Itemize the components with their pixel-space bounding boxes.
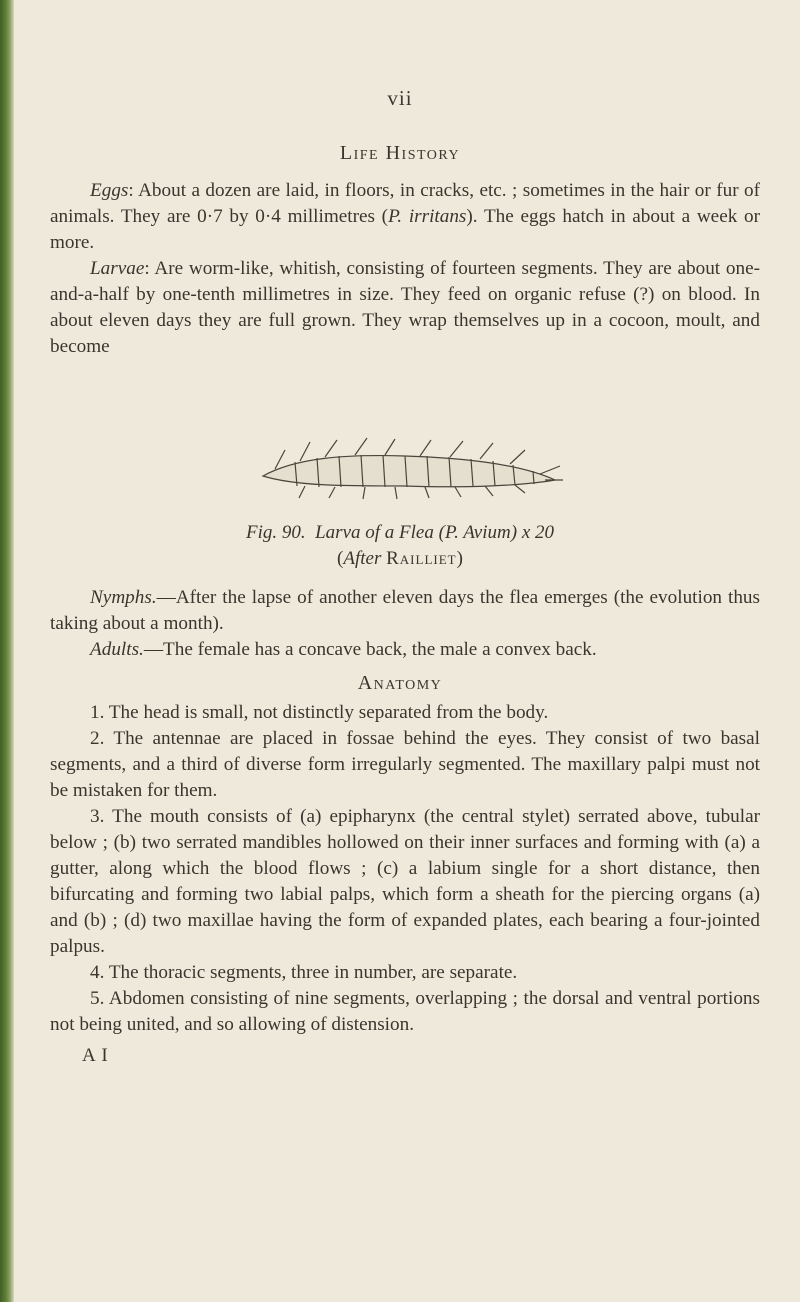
page-number: vii	[387, 86, 413, 110]
eggs-text-a: : About a dozen are laid, in floors, in cracks, etc. ; sometimes in the hair or fur of animals. They are 0·7 by 0·4 millimetres (	[50, 180, 760, 227]
figure-after-label: After	[343, 548, 382, 569]
section-heading-anatomy: Anatomy	[357, 672, 443, 694]
stages-text	[50, 585, 760, 663]
anatomy-item-5: 5. Abdomen consisting of nine segments, overlapping ; the dorsal and ventral portions not being united, and so allowing of distension.	[50, 988, 760, 1035]
nymphs-label: Nymphs.	[90, 587, 157, 608]
printer-signature: A I	[82, 1045, 109, 1066]
flea-larva-illustration	[255, 436, 565, 500]
adults-label: Adults.	[90, 639, 144, 660]
anatomy-item-3: 3. The mouth consists of (a) epipharynx (the central stylet) serrated above, tubular below ; (b) two serrated mandibles hollowed on their inner surfaces and forming with (a) a gutter, along which the blood flows ; (c) a labium single for a short distance, then bifurcating and forming two labial palps, which form a sheath for the piercing organs (a) and (b) ; (d) two maxillae having the form of expanded plates, each bearing a four-jointed palpus.	[50, 806, 760, 957]
anatomy-item-4: 4. The thoracic segments, three in number, are separate.	[90, 962, 518, 983]
eggs-label: Eggs	[90, 180, 129, 201]
figure-after-name: Railliet	[386, 548, 457, 569]
anatomy-item-1: 1. The head is small, not distinctly separated from the body.	[90, 702, 549, 723]
figure-number: Fig. 90.	[245, 522, 306, 543]
paragraph-adults	[50, 637, 760, 663]
larvae-label: Larvae	[90, 258, 145, 279]
figure-caption-line2: (After Railliet)	[337, 548, 463, 569]
eggs-species: P. irritans	[388, 206, 467, 227]
anatomy-list	[50, 700, 760, 1038]
paragraph-eggs	[50, 178, 760, 256]
adults-text: —The female has a concave back, the male a convex back.	[143, 639, 597, 660]
figure-species: P. Avium	[444, 522, 511, 543]
figure-caption-a: Larva of a Flea (	[315, 522, 445, 543]
paragraph-larvae	[50, 256, 760, 360]
eggs-text-b: ). The eggs hatch in about a week or more.	[50, 206, 760, 253]
figure-caption-b: ) x 20	[510, 522, 555, 543]
life-history-text	[50, 178, 760, 360]
larvae-text: : Are worm-like, whitish, consisting of fourteen segments. They are about one-and-a-half by one-tenth millimetres in size. They feed on organic refuse (?) on blood. In about eleven days they are full grown. They wrap themselves up in a cocoon, moult, and become	[50, 258, 760, 357]
nymphs-text: —After the lapse of another eleven days the flea emerges (the evolution thus taking about a month).	[50, 587, 760, 634]
section-heading-life-history: Life History	[339, 142, 461, 164]
figure-caption-line1	[0, 520, 800, 545]
anatomy-item-2: 2. The antennae are placed in fossae behind the eyes. They consist of two basal segments, and a third of diverse form irregularly segmented. The maxillary palpi must not be mistaken for them.	[50, 728, 760, 801]
paragraph-nymphs	[50, 585, 760, 637]
